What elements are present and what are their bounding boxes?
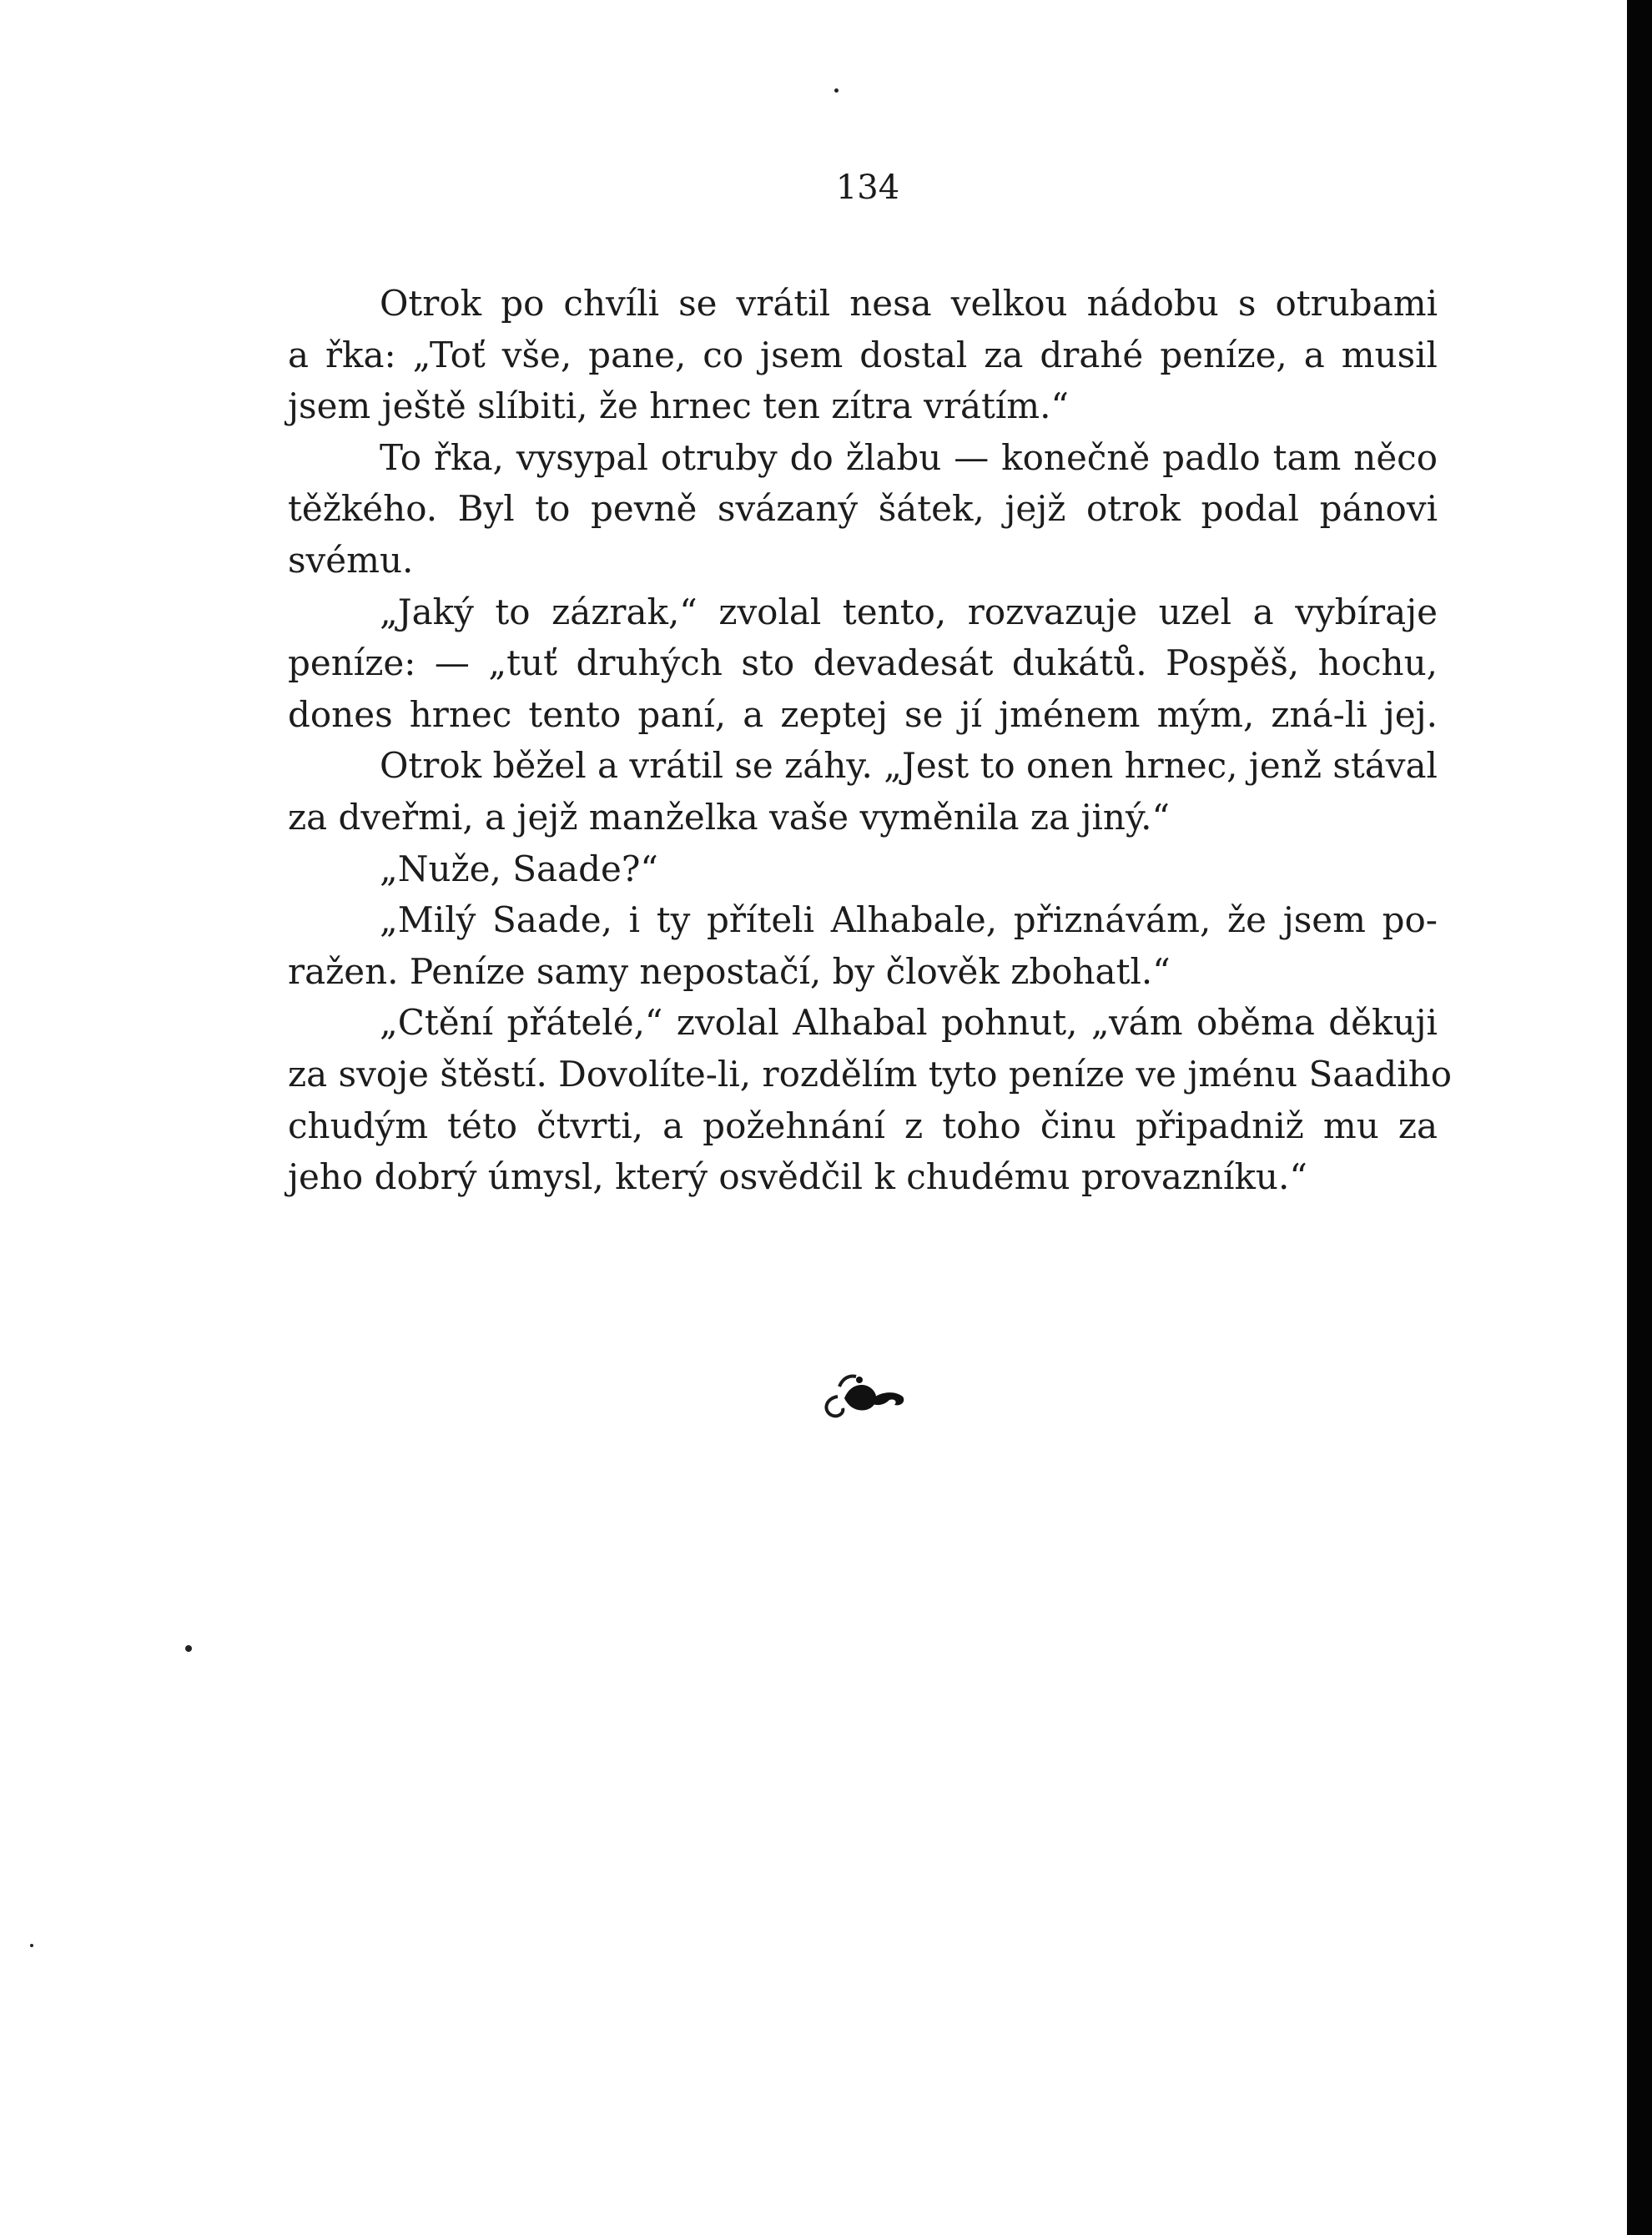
text-line: „Nuže, Saade?“ [380, 848, 658, 889]
body-text [288, 278, 1453, 1203]
text-line: jsem ještě slíbiti, že hrnec ten zítra vrátím.“ [288, 385, 1069, 427]
paper-speck [834, 88, 839, 93]
text-line: a řka: „Toť vše, pane, co jsem dostal za drahé peníze, a musil [288, 334, 1438, 375]
page-number: 134 [835, 169, 900, 207]
text-line: peníze: — „tuť druhých sto devadesát dukátů. Pospěš, hochu, [288, 642, 1438, 684]
text-line: „Jaký to zázrak,“ zvolal tento, rozvazuje uzel a vybíraje [380, 591, 1438, 632]
text-line: za svoje štěstí. Dovolíte-li, rozdělím tyto peníze ve jménu Saadiho [288, 1053, 1453, 1095]
text-line: ražen. Peníze samy nepostačí, by člověk zbohatl.“ [288, 950, 1171, 992]
text-line: Otrok běžel a vrátil se záhy. „Jest to onen hrnec, jenž stával [380, 745, 1438, 787]
text-line: dones hrnec tento paní, a zeptej se jí jménem mým, zná-li jej. [288, 693, 1438, 735]
paper-speck [185, 1645, 192, 1652]
text-line: „Milý Saade, i ty příteli Alhabale, přiznávám, že jsem po- [380, 899, 1438, 941]
text-line: chudým této čtvrti, a požehnání z toho činu připadniž mu za [288, 1105, 1438, 1146]
text-line: jeho dobrý úmysl, který osvědčil k chudému provazníku.“ [288, 1156, 1307, 1198]
text-line: To řka, vysypal otruby do žlabu — konečně padlo tam něco [380, 436, 1438, 478]
paper-speck [30, 1944, 33, 1947]
scan-edge [1627, 0, 1652, 2235]
text-line: těžkého. Byl to pevně svázaný šátek, jejž otrok podal pánovi [288, 488, 1438, 530]
text-line: svému. [288, 539, 414, 581]
floral-tailpiece-icon [819, 1368, 911, 1422]
text-line: „Ctění přátelé,“ zvolal Alhabal pohnut, „vám oběma děkuji [380, 1002, 1438, 1044]
text-line: Otrok po chvíli se vrátil nesa velkou nádobu s otrubami [380, 283, 1438, 324]
text-line: za dveřmi, a jejž manželka vaše vyměnila za jiný.“ [288, 796, 1170, 838]
